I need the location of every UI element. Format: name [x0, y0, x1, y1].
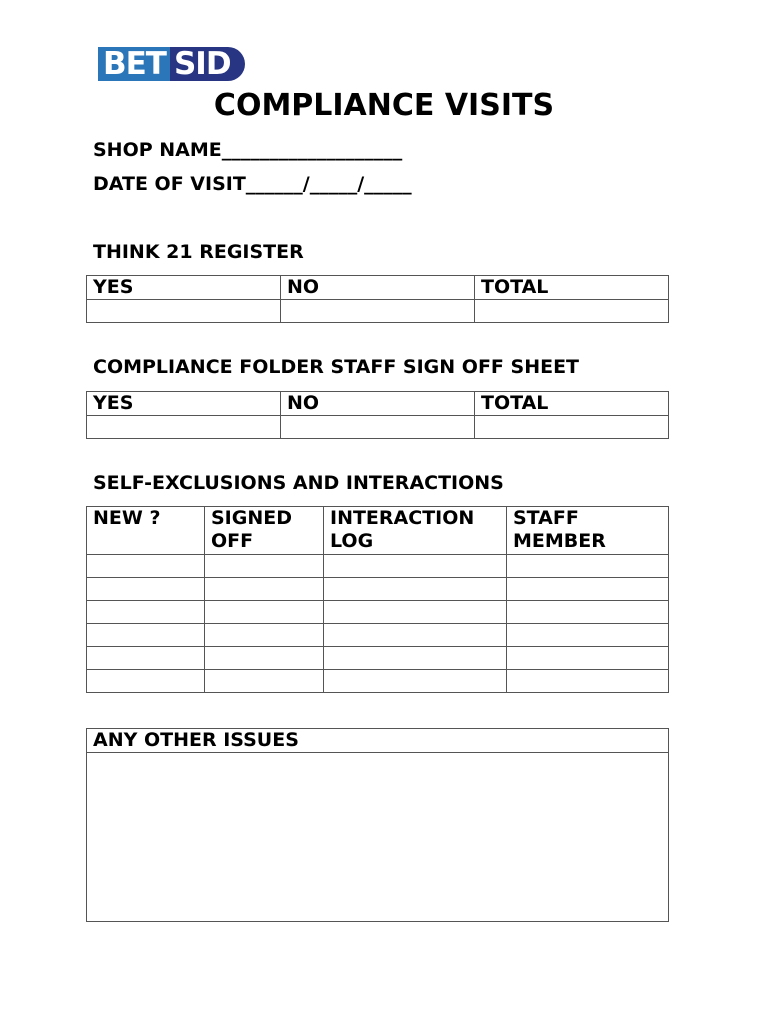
column-header-yes: YES [87, 276, 281, 300]
table-row [87, 578, 669, 601]
table-row [87, 624, 669, 647]
column-header-yes: YES [87, 392, 281, 416]
input-cell[interactable] [87, 670, 205, 693]
self-exclusions-heading: SELF-EXCLUSIONS AND INTERACTIONS [93, 472, 504, 494]
other-issues-input[interactable] [87, 753, 669, 922]
table-row [87, 670, 669, 693]
input-cell[interactable] [87, 601, 205, 624]
input-cell-no[interactable] [281, 416, 475, 439]
column-header-no: NO [281, 276, 475, 300]
column-header-signed-off: SIGNED OFF [205, 507, 324, 555]
input-cell[interactable] [87, 555, 205, 578]
input-cell[interactable] [507, 578, 669, 601]
column-header-total: TOTAL [475, 276, 669, 300]
input-cell[interactable] [205, 578, 324, 601]
input-cell[interactable] [507, 624, 669, 647]
logo-bet: BET [98, 47, 170, 81]
column-header-new: NEW ? [87, 507, 205, 555]
input-cell[interactable] [205, 624, 324, 647]
think21-table [86, 275, 669, 323]
input-cell[interactable] [205, 670, 324, 693]
date-of-visit-field[interactable]: DATE OF VISIT______/_____/_____ [93, 173, 412, 195]
column-header-interaction-log: INTERACTION LOG [324, 507, 507, 555]
input-cell[interactable] [324, 578, 507, 601]
table-row [87, 601, 669, 624]
input-cell[interactable] [324, 624, 507, 647]
input-cell[interactable] [87, 624, 205, 647]
input-cell[interactable] [205, 555, 324, 578]
column-header-staff-member: STAFF MEMBER [507, 507, 669, 555]
betsid-logo [98, 47, 245, 81]
input-cell-total[interactable] [475, 416, 669, 439]
column-header-total: TOTAL [475, 392, 669, 416]
input-cell[interactable] [507, 601, 669, 624]
table-row [87, 647, 669, 670]
page-title: COMPLIANCE VISITS [213, 88, 555, 123]
input-cell[interactable] [87, 578, 205, 601]
column-header-no: NO [281, 392, 475, 416]
input-cell[interactable] [324, 670, 507, 693]
input-cell-yes[interactable] [87, 416, 281, 439]
shop-name-field[interactable]: SHOP NAME___________________ [93, 139, 403, 161]
input-cell[interactable] [324, 647, 507, 670]
other-issues-table [86, 728, 669, 922]
input-cell-yes[interactable] [87, 300, 281, 323]
other-issues-heading: ANY OTHER ISSUES [87, 729, 669, 753]
compliance-folder-table [86, 391, 669, 439]
input-cell[interactable] [205, 601, 324, 624]
input-cell[interactable] [507, 555, 669, 578]
table-row [87, 555, 669, 578]
think21-heading: THINK 21 REGISTER [93, 241, 304, 263]
compliance-folder-heading: COMPLIANCE FOLDER STAFF SIGN OFF SHEET [93, 356, 580, 378]
input-cell-no[interactable] [281, 300, 475, 323]
input-cell[interactable] [205, 647, 324, 670]
input-cell[interactable] [507, 647, 669, 670]
input-cell[interactable] [324, 555, 507, 578]
input-cell[interactable] [507, 670, 669, 693]
logo-sid: SID [170, 47, 245, 81]
input-cell[interactable] [324, 601, 507, 624]
input-cell[interactable] [87, 647, 205, 670]
input-cell-total[interactable] [475, 300, 669, 323]
self-exclusions-table [86, 506, 669, 693]
